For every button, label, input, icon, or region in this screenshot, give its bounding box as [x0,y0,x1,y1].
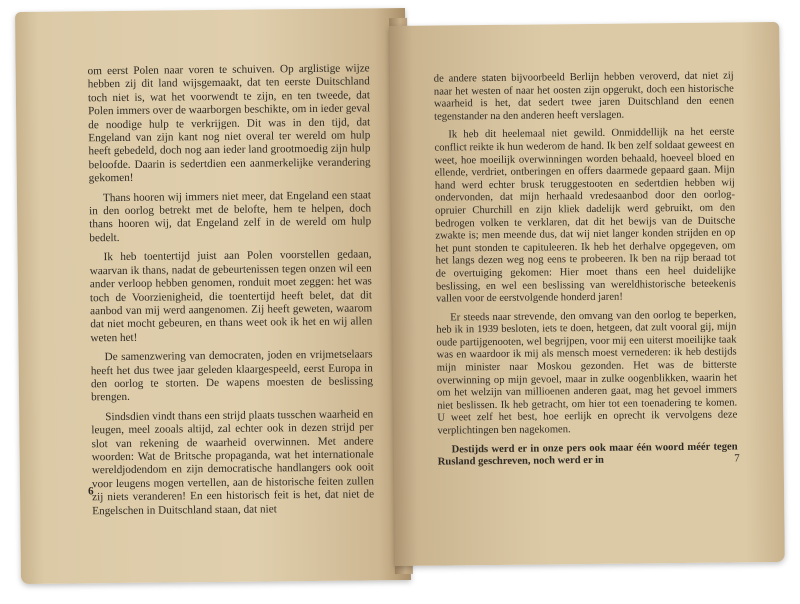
left-page-text [88,62,375,524]
paragraph: Destijds werd er in onze pers ook maar één woord méér tegen Rusland geschreven, noch werd er in [437,441,738,468]
page-number: 6 [87,485,94,498]
page-number: 7 [734,452,740,465]
paragraph: Thans hooren wij immers niet meer, dat Engeland een staat in den oorlog betrekt met de belofte, hem te helpen, doch thans hooren wij, dat Engeland zelf in de wereld om hulp bedelt. [89,188,372,245]
paragraph: Ik heb toentertijd juist aan Polen voorstellen gedaan, waarvan ik thans, nadat de gebeurtenissen tegen onzen wil een ander verloop hebben genomen, ronduit moet zeggen: het was toch de Voorzienigheid, die toentertijd heeft belet, dat dit aanbod van mij werd aangenomen. Zij heeft geweten, waarom dat niet mocht gebeuren, en thans weet ook ik het en wij allen weten het! [89,248,373,345]
paragraph: De samenzwering van democraten, joden en vrijmetselaars heeft het dus twee jaar geleden klaargespeeld, eerst Europa in den oorlog te storten. De wapens moesten de beslissing brengen. [90,348,373,404]
paragraph: Er steeds naar strevende, den omvang van den oorlog te beperken, heb ik in 1939 besloten, iets te doen, hetgeen, dat zult vooral gij, mijn oude partijgenooten, wel begrijpen, voor mij een uiterst moeilijke taak was en waardoor ik mij als mensch moest vernederen: ik heb destijds mijn minister naar Moskou gezonden. Het was de bitterste overwinning op mijn gevoel, maar in zulke oogenblikken, waarin het om het welzijn van millioenen anderen gaat, mag het gevoel immers niet beslissen. Ik heb getracht, om hier tot een toenadering te komen. U weet zelf het best, hoe eerlijk en oprecht ik vervolgens deze verplichtingen ben nagekomen. [436,309,738,437]
paragraph: Sindsdien vindt thans een strijd plaats tusschen waarheid en leugen, meel zooals altijd, zal echter ook in dezen strijd per slot van rekening de waarheid overwinnen. Met andere woorden: Wat de Britsche propaganda, wat het internationale wereldjodendom en zijn democratische handlangers ook ooit voor leugens mogen vertellen, aan de historische feiten zullen zij niets veranderen! En een historisch feit is het, dat niet de Engelschen in Duitschland staan, dat niet [91,408,375,517]
right-page [389,22,785,566]
paragraph: om eerst Polen naar voren te schuiven. Op arglistige wijze hebben zij dit land wijsgemaakt, dat ten eerste Duitschland toch niet is, wat het voorwendt te zijn, en ten tweede, dat Polen immers over de waarborgen beschikte, om in ieder geval de noodige hulp te verkrijgen. Dit was in den tijd, dat Engeland van zijn kant nog niet overal ter wereld om hulp heeft gebedeld, doch nog aan ieder land grootmoedig zijn hulp beloofde. Daarin is sedertdien een aanmerkelijke verandering gekomen! [87,62,371,185]
paragraph: Ik heb dit heelemaal niet gewild. Onmiddellijk na het eerste conflict reikte ik hun wederom de hand. Ik ben zelf soldaat geweest en weet, hoe moeilijk overwinningen worden behaald, hoeveel bloed en ellende, verdriet, ontberingen en offers daarmede gepaard gaan. Mijn hand werd echter brusk teruggestooten en sedertdien hebben wij ondervonden, dat mijn herhaald vredesaanbod door den oorlog-opruier Churchill en zijn kliek dadelijk werd gebruikt, om den bedrogen volken te verklaren, dat dit het bewijs van de Duitsche zwakte is; men meende dus, dat wij niet langer konden strijden en op het punt stonden te capituleeren. Ik heb het derhalve opgegeven, om het langs dezen weg nog eens te probeeren. Ik ben na rijp beraad tot de overtuiging gekomen: Hier moet thans een heel duidelijke beslissing, en wel een beslissing van wereldhistorische beteekenis vallen voor de eerstvolgende honderd jaren! [434,126,736,305]
right-page-text [434,70,738,475]
paragraph: de andere staten bijvoorbeeld Berlijn hebben veroverd, dat niet zij naar het westen of naar het oosten zijn opgerukt, doch een historische waarheid is het, dat sedert twee jaren Duitschland den eenen tegenstander na den anderen heeft verslagen. [433,70,735,123]
left-page [15,8,411,584]
